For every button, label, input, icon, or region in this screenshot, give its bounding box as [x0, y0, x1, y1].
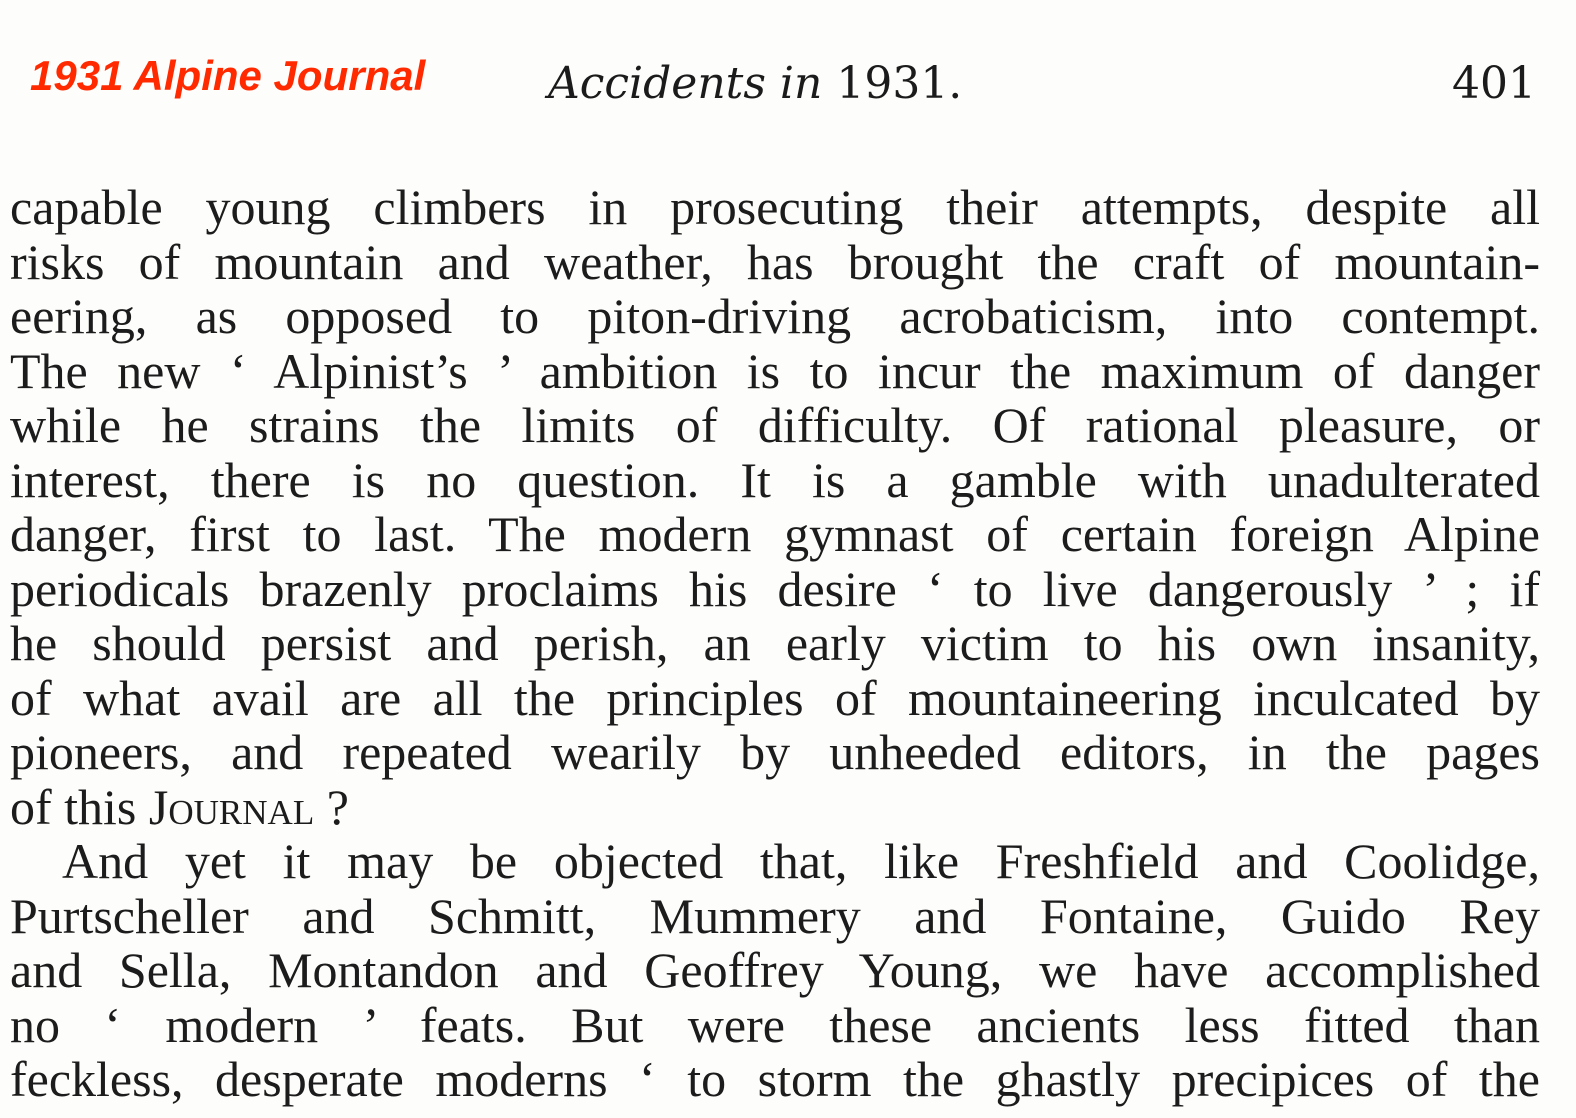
text-line: and Sella, Montandon and Geoffrey Young, we have accomplished — [10, 942, 1540, 998]
text-line: he should persist and perish, an early victim to his own insanity, — [10, 615, 1540, 671]
text-line: pioneers, and repeated wearily by unheeded editors, in the pages — [10, 724, 1540, 780]
text-line: no ‘ modern ’ feats. But were these ancients less fitted than — [10, 996, 1540, 1053]
text-line: of what avail are all the principles of mountaineering inculcated by — [10, 669, 1540, 726]
text-line: while he strains the limits of difficulty. Of rational pleasure, or — [10, 397, 1540, 453]
running-head-year: 1931. — [822, 58, 963, 109]
last-line-suffix: ? — [314, 778, 349, 835]
text-line: Purtscheller and Schmitt, Mummery and Fontaine, Guido Rey — [10, 887, 1540, 944]
text-line: risks of mountain and weather, has brought the craft of mountain- — [10, 233, 1540, 290]
text-line-last — [10, 780, 1540, 835]
paragraph-1 — [10, 180, 1540, 834]
running-head — [548, 58, 962, 109]
running-head-italic: Accidents in — [548, 58, 823, 109]
text-line: periodicals brazenly proclaims his desire ‘ to live dangerously ’ ; if — [10, 560, 1540, 617]
text-line: interest, there is no question. It is a gamble with unadulterated — [10, 451, 1540, 508]
page-number: 401 — [1452, 58, 1536, 109]
source-annotation: 1931 Alpine Journal — [30, 52, 426, 99]
text-line: eering, as opposed to piton-driving acrobaticism, into contempt. — [10, 288, 1540, 344]
text-line: capable young climbers in prosecuting their attempts, despite all — [10, 179, 1540, 235]
journal-smallcaps: Journal — [148, 778, 315, 835]
text-line: danger, first to last. The modern gymnast of certain foreign Alpine — [10, 506, 1540, 562]
paragraph-2 — [10, 834, 1540, 1107]
text-line: The new ‘ Alpinist’s ’ ambition is to incur the maximum of danger — [10, 342, 1540, 399]
body-text — [10, 180, 1540, 1107]
last-line-prefix: of this — [10, 778, 149, 835]
text-line: feckless, desperate moderns ‘ to storm the ghastly precipices of the — [10, 1051, 1540, 1107]
text-line: And yet it may be objected that, like Freshfield and Coolidge, — [62, 833, 1540, 889]
